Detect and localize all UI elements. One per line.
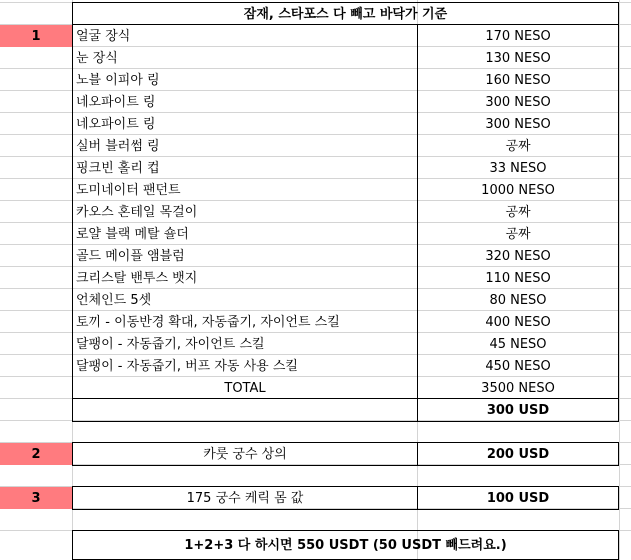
item-name[interactable]: 실버 블러썸 링	[76, 138, 160, 154]
item-price[interactable]: 공짜	[505, 226, 531, 242]
section3-border	[72, 486, 619, 510]
item-price[interactable]: 300 NESO	[485, 94, 551, 110]
marker-2[interactable]: 2	[0, 443, 72, 465]
item-price[interactable]: 400 NESO	[485, 314, 551, 330]
header-divider	[72, 24, 619, 25]
item-name[interactable]: 카오스 혼테일 목걸이	[76, 204, 198, 220]
main-table-border	[72, 2, 619, 422]
footer-summary[interactable]: 1+2+3 다 하시면 550 USDT (50 USDT 빼드려요.)	[184, 537, 507, 553]
item-price[interactable]: 320 NESO	[485, 248, 551, 264]
item-name[interactable]: 눈 장식	[76, 50, 118, 66]
column-divider	[417, 24, 418, 422]
gridline	[619, 0, 620, 560]
item-name[interactable]: 노블 이피아 링	[76, 72, 160, 88]
total-neso[interactable]: 3500 NESO	[481, 380, 555, 396]
item-price[interactable]: 80 NESO	[489, 292, 547, 308]
section2-border	[72, 442, 619, 466]
item-name[interactable]: 달팽이 - 자동줍기, 버프 자동 사용 스킬	[76, 358, 298, 374]
item-name[interactable]: 언체인드 5셋	[76, 292, 152, 308]
section2-divider	[417, 442, 418, 466]
section3-divider	[417, 486, 418, 510]
total-label[interactable]: TOTAL	[224, 380, 266, 396]
item-price[interactable]: 170 NESO	[485, 28, 551, 44]
section3-label[interactable]: 175 궁수 케릭 몸 값	[186, 490, 304, 506]
item-name[interactable]: 네오파이트 링	[76, 94, 156, 110]
item-name[interactable]: 크리스탈 밴투스 뱃지	[76, 270, 198, 286]
item-price[interactable]: 450 NESO	[485, 358, 551, 374]
item-price[interactable]: 130 NESO	[485, 50, 551, 66]
item-name[interactable]: 핑크빈 홀리 컵	[76, 160, 160, 176]
item-name[interactable]: 토끼 - 이동반경 확대, 자동줍기, 자이언트 스킬	[76, 314, 340, 330]
item-name[interactable]: 네오파이트 링	[76, 116, 156, 132]
item-price[interactable]: 160 NESO	[485, 72, 551, 88]
item-name[interactable]: 골드 메이플 앰블럼	[76, 248, 185, 264]
item-name[interactable]: 얼굴 장식	[76, 28, 131, 44]
footer-border	[72, 530, 619, 560]
section3-price[interactable]: 100 USD	[486, 490, 550, 506]
marker-3[interactable]: 3	[0, 487, 72, 509]
item-price[interactable]: 1000 NESO	[481, 182, 555, 198]
item-price[interactable]: 110 NESO	[485, 270, 551, 286]
item-name[interactable]: 로얄 블랙 메탈 숄더	[76, 226, 189, 242]
total-divider	[72, 398, 619, 399]
item-price[interactable]: 33 NESO	[489, 160, 547, 176]
marker-1[interactable]: 1	[0, 25, 72, 47]
item-price[interactable]: 공짜	[505, 204, 531, 220]
total-usd[interactable]: 300 USD	[486, 402, 550, 418]
table-header[interactable]: 잠재, 스타포스 다 빼고 바닥가 기준	[243, 6, 448, 22]
item-price[interactable]: 공짜	[505, 138, 531, 154]
section2-price[interactable]: 200 USD	[486, 446, 550, 462]
item-price[interactable]: 300 NESO	[485, 116, 551, 132]
item-name[interactable]: 달팽이 - 자동줍기, 자이언트 스킬	[76, 336, 265, 352]
item-name[interactable]: 도미네이터 팬던트	[76, 182, 181, 198]
item-price[interactable]: 45 NESO	[489, 336, 547, 352]
section2-label[interactable]: 카룻 궁수 상의	[203, 446, 287, 462]
